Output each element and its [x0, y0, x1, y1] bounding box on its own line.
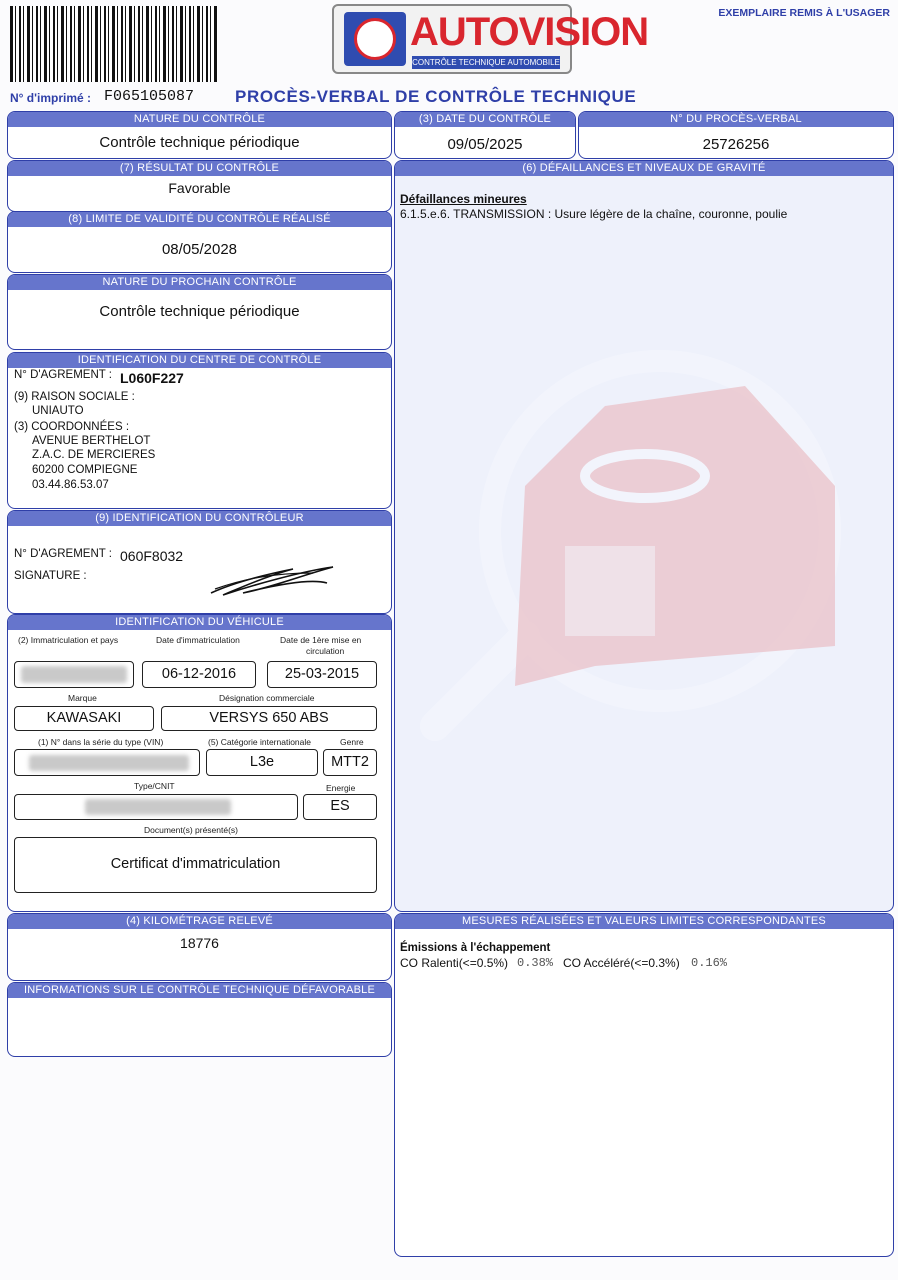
registration-box	[14, 661, 134, 688]
next-control-value: Contrôle technique périodique	[99, 303, 300, 320]
docs-box	[14, 837, 377, 893]
company-name: UNIAUTO	[32, 405, 84, 417]
control-date-header: (3) DATE DU CONTRÔLE	[395, 112, 575, 127]
address-line-3: 60200 COMPIEGNE	[32, 464, 138, 476]
brand-subtitle: CONTRÔLE TECHNIQUE AUTOMOBILE	[412, 58, 560, 67]
type-redacted	[85, 799, 231, 815]
control-date-panel	[394, 111, 576, 159]
autovision-logo	[332, 4, 649, 74]
mileage-header: (4) KILOMÉTRAGE RELEVÉ	[8, 914, 391, 929]
signature-label: SIGNATURE :	[14, 570, 87, 582]
measures-panel	[394, 913, 894, 1257]
unfavorable-panel	[7, 982, 392, 1057]
co-accelerated-value: 0.16%	[691, 956, 728, 970]
vehicle-header: IDENTIFICATION DU VÉHICULE	[8, 615, 391, 630]
control-nature-panel	[7, 111, 392, 159]
defects-header: (6) DÉFAILLANCES ET NIVEAUX DE GRAVITÉ	[395, 161, 893, 176]
brand-value: KAWASAKI	[46, 710, 122, 726]
co-idle-value: 0.38%	[517, 956, 554, 970]
next-control-panel	[7, 274, 392, 350]
docs-label: Document(s) présenté(s)	[144, 825, 239, 835]
copy-label: EXEMPLAIRE REMIS À L'USAGER	[718, 7, 890, 19]
magnifier-watermark	[415, 346, 885, 766]
pv-number-value: 25726256	[702, 136, 770, 153]
center-agreement-label: N° D'AGREMENT :	[14, 369, 112, 381]
first-date: 25-03-2015	[284, 666, 360, 682]
vin-redacted	[29, 755, 189, 771]
controller-agreement-label: N° D'AGREMENT :	[14, 548, 112, 560]
genre-value: MTT2	[331, 754, 369, 770]
docs-value: Certificat d'immatriculation	[110, 856, 281, 872]
reg-date: 06-12-2016	[161, 666, 237, 682]
control-date-value: 09/05/2025	[447, 136, 523, 153]
vehicle-panel	[7, 614, 392, 912]
controller-header: (9) IDENTIFICATION DU CONTRÔLEUR	[8, 511, 391, 526]
measures-header: MESURES RÉALISÉES ET VALEURS LIMITES CORRESPONDANTES	[395, 914, 893, 929]
vin-label: (1) N° dans la série du type (VIN)	[38, 737, 164, 747]
pv-number-header: N° DU PROCÈS-VERBAL	[579, 112, 893, 127]
registration-label: (2) Immatriculation et pays	[18, 635, 119, 645]
controller-panel	[7, 510, 392, 614]
emissions-heading: Émissions à l'échappement	[400, 942, 551, 954]
energy-value: ES	[330, 798, 350, 814]
first-date-label-1: Date de 1ère mise en	[280, 635, 362, 645]
next-control-header: NATURE DU PROCHAIN CONTRÔLE	[8, 275, 391, 290]
result-value: Favorable	[168, 180, 231, 196]
center-header: IDENTIFICATION DU CENTRE DE CONTRÔLE	[8, 353, 391, 368]
center-agreement: L060F227	[120, 370, 184, 386]
type-label: Type/CNIT	[134, 781, 175, 791]
signature	[203, 553, 343, 603]
brand-label: Marque	[68, 693, 97, 703]
mileage-value: 18776	[180, 935, 219, 951]
energy-box	[303, 794, 377, 820]
defects-heading: Défaillances mineures	[400, 192, 527, 206]
reg-date-label: Date d'immatriculation	[156, 635, 240, 645]
controller-agreement: 060F8032	[120, 548, 184, 564]
pv-number-panel	[578, 111, 894, 159]
vin-box	[14, 749, 200, 776]
brand-box	[14, 706, 154, 731]
address-line-2: Z.A.C. DE MERCIERES	[32, 449, 156, 461]
registration-redacted	[21, 666, 127, 683]
reg-date-box	[142, 661, 256, 688]
center-phone: 03.44.86.53.07	[32, 479, 109, 491]
brand-name: AUTOVISION	[410, 10, 649, 54]
unfavorable-header: INFORMATIONS SUR LE CONTRÔLE TECHNIQUE DÉFAVORABLE	[8, 983, 391, 998]
model-value: VERSYS 650 ABS	[209, 710, 329, 726]
coords-label: (3) COORDONNÉES :	[14, 421, 130, 433]
category-box	[206, 749, 318, 776]
document-title: PROCÈS-VERBAL DE CONTRÔLE TECHNIQUE	[235, 87, 637, 106]
result-panel	[7, 160, 392, 212]
company-label: (9) RAISON SOCIALE :	[14, 391, 135, 403]
defect-item: 6.1.5.e.6. TRANSMISSION : Usure légère de la chaîne, couronne, poulie	[400, 207, 788, 221]
address-line-1: AVENUE BERTHELOT	[32, 435, 151, 447]
print-number: F065105087	[104, 88, 195, 105]
co-accelerated-label: CO Accéléré(<=0.3%)	[563, 956, 680, 970]
mileage-panel	[7, 913, 392, 981]
print-number-label: N° d'imprimé :	[10, 91, 91, 105]
defects-panel	[394, 160, 894, 912]
barcode	[10, 6, 218, 82]
validity-panel	[7, 211, 392, 273]
first-date-box	[267, 661, 377, 688]
validity-header: (8) LIMITE DE VALIDITÉ DU CONTRÔLE RÉALISÉ	[8, 212, 391, 227]
control-nature-header: NATURE DU CONTRÔLE	[8, 112, 391, 127]
result-header: (7) RÉSULTAT DU CONTRÔLE	[8, 161, 391, 176]
first-date-label-2: circulation	[306, 646, 345, 656]
co-idle-label: CO Ralenti(<=0.5%)	[400, 956, 509, 970]
control-nature-value: Contrôle technique périodique	[99, 134, 300, 151]
category-value: L3e	[249, 754, 275, 770]
genre-label: Genre	[340, 737, 364, 747]
model-box	[161, 706, 377, 731]
center-panel	[7, 352, 392, 509]
category-label: (5) Catégorie internationale	[208, 737, 312, 747]
type-box	[14, 794, 298, 820]
genre-box	[323, 749, 377, 776]
model-label: Désignation commerciale	[219, 693, 315, 703]
energy-label: Energie	[326, 783, 356, 793]
validity-value: 08/05/2028	[161, 241, 238, 258]
